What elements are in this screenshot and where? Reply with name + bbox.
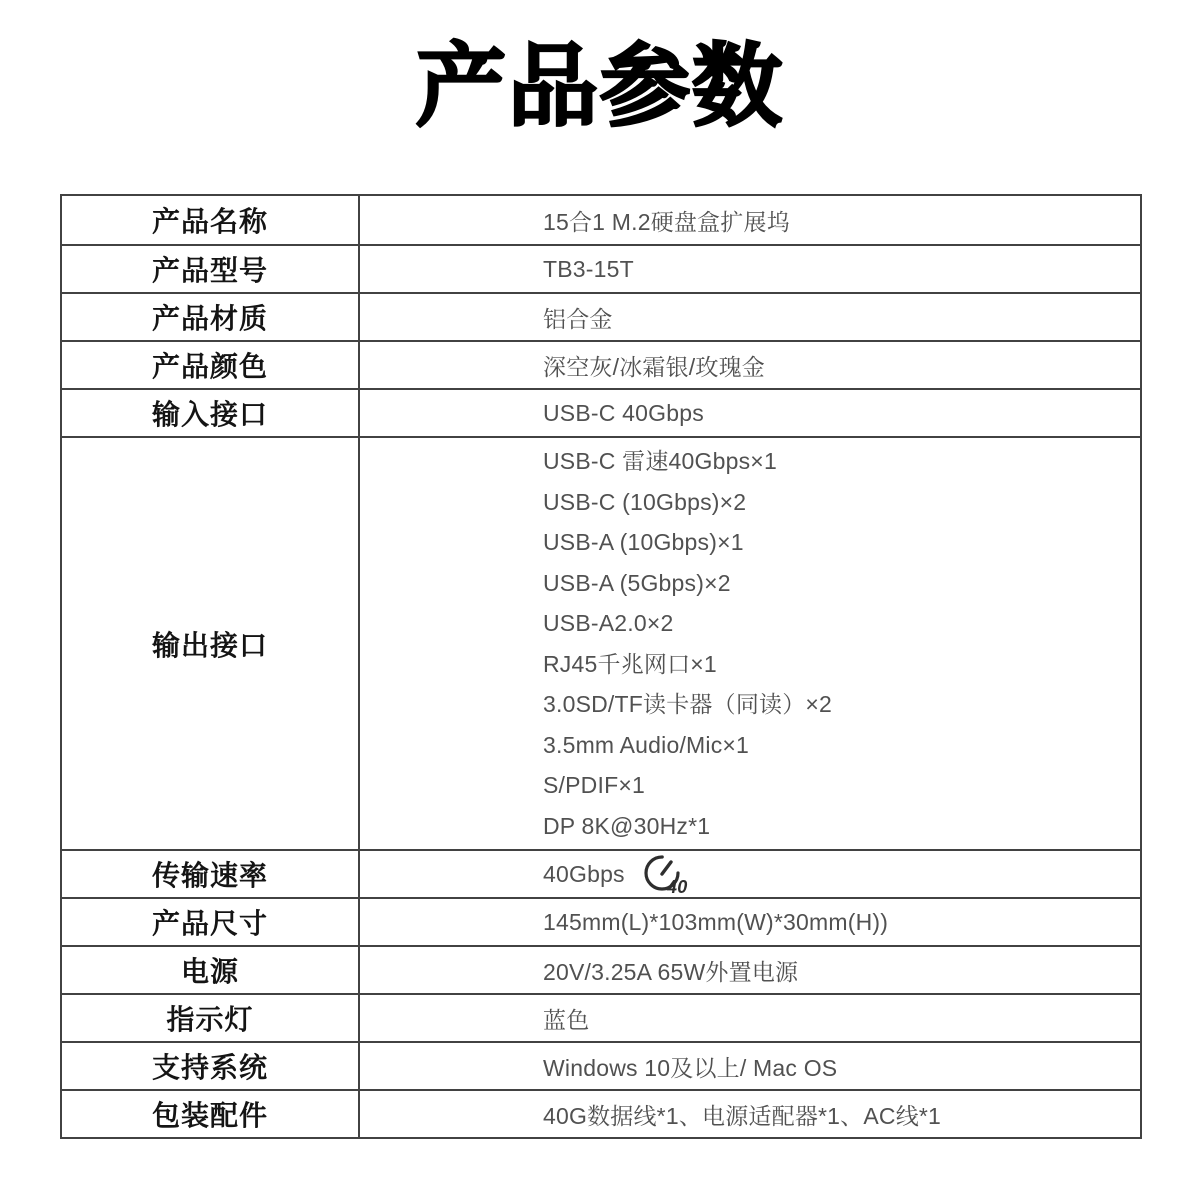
table-row-transfer-speed [62, 849, 1140, 897]
table-row-input-port [62, 388, 1140, 436]
row-value: 20V/3.25A 65W外置电源 [543, 958, 799, 985]
row-label: 支持系统 [62, 1043, 360, 1089]
row-label: 输出接口 [62, 438, 360, 849]
row-value [360, 851, 1140, 897]
port-line: DP 8K@30Hz*1 [543, 812, 711, 839]
row-label: 产品型号 [62, 246, 360, 292]
table-row-indicator-light [62, 993, 1140, 1041]
product-spec-page [0, 34, 1200, 1200]
table-row-output-ports [62, 436, 1140, 849]
speedometer-40-icon [641, 852, 691, 898]
row-label: 产品名称 [62, 196, 360, 244]
row-label: 电源 [62, 947, 360, 993]
port-line: S/PDIF×1 [543, 772, 645, 799]
row-value: 深空灰/冰霜银/玫瑰金 [543, 353, 765, 380]
transfer-speed-text: 40Gbps [543, 860, 625, 887]
row-value: USB-C 40Gbps [543, 399, 704, 426]
svg-text:40: 40 [666, 877, 688, 898]
row-value: TB3-15T [543, 255, 634, 282]
spec-table [60, 194, 1142, 1139]
port-line: USB-C 雷速40Gbps×1 [543, 448, 777, 475]
table-row-package-accessories [62, 1089, 1140, 1137]
row-label: 产品尺寸 [62, 899, 360, 945]
row-value: 15合1 M.2硬盘盒扩展坞 [543, 208, 790, 235]
row-value: Windows 10及以上/ Mac OS [543, 1054, 838, 1081]
row-label: 传输速率 [62, 851, 360, 897]
port-line: USB-A2.0×2 [543, 610, 674, 637]
table-row-color [62, 340, 1140, 388]
table-row-material [62, 292, 1140, 340]
port-line: 3.0SD/TF读卡器（同读）×2 [543, 691, 833, 718]
table-row-supported-systems [62, 1041, 1140, 1089]
row-label: 产品颜色 [62, 342, 360, 388]
row-value [360, 438, 1140, 849]
port-line: USB-C (10Gbps)×2 [543, 488, 747, 515]
row-value: 铝合金 [543, 305, 613, 332]
row-label: 产品材质 [62, 294, 360, 340]
table-row-power [62, 945, 1140, 993]
output-ports-list [543, 438, 832, 849]
table-row-dimensions [62, 897, 1140, 945]
row-value: 145mm(L)*103mm(W)*30mm(H)) [543, 908, 889, 935]
port-line: 3.5mm Audio/Mic×1 [543, 731, 750, 758]
port-line: RJ45千兆网口×1 [543, 650, 717, 677]
port-line: USB-A (10Gbps)×1 [543, 529, 744, 556]
row-value: 蓝色 [543, 1006, 590, 1033]
table-row-product-name [62, 196, 1140, 244]
row-label: 包装配件 [62, 1091, 360, 1137]
page-title: 产品参数 [416, 37, 784, 137]
row-label: 输入接口 [62, 390, 360, 436]
table-row-model [62, 244, 1140, 292]
row-value: 40G数据线*1、电源适配器*1、AC线*1 [543, 1102, 942, 1129]
port-line: USB-A (5Gbps)×2 [543, 569, 731, 596]
row-label: 指示灯 [62, 995, 360, 1041]
